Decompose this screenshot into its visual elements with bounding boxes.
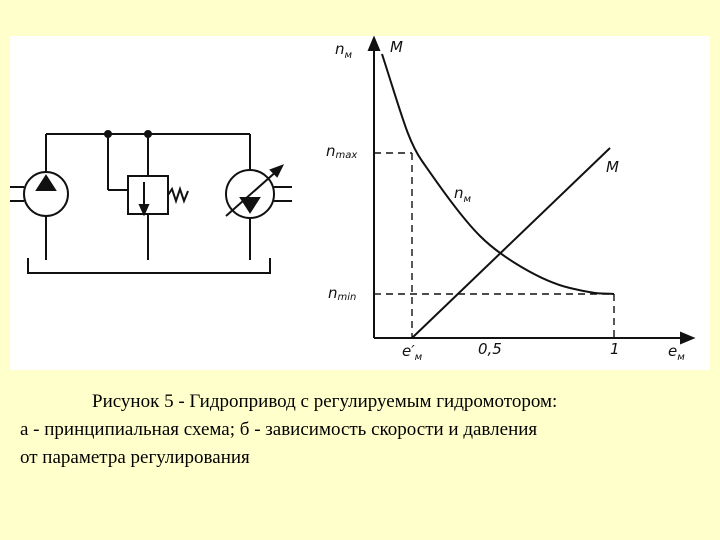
caption-line-3: от параметра регулирования	[20, 447, 250, 468]
n-min-label: nmin	[328, 284, 357, 303]
x-axis-label: $e_м$	[668, 342, 685, 363]
speed-curve-label: $n_м$	[454, 184, 472, 205]
n-max-label: nmax	[326, 142, 358, 161]
y-axis-label-m: M	[390, 38, 403, 56]
y-axis-label-n: $n_м$	[335, 40, 353, 61]
x-axis	[374, 333, 693, 343]
caption-line-2: а - принципиальная схема; б - зависимость скорости и давления	[20, 419, 538, 440]
variable-motor-symbol	[226, 166, 292, 218]
figure-panel	[10, 36, 710, 370]
tick-label-0-5: 0,5	[478, 340, 502, 358]
speed-curve	[382, 54, 614, 294]
characteristic-graph	[369, 38, 693, 343]
hydraulic-schematic	[10, 131, 292, 273]
e-m-prime-label: $e'_м$	[402, 342, 423, 363]
caption-line-1: Рисунок 5 - Гидропривод с регулируемым гидромотором:	[92, 391, 558, 412]
figure-caption	[20, 388, 710, 472]
torque-line-label: M	[606, 158, 619, 176]
reference-dashes	[374, 153, 614, 338]
y-axis	[369, 38, 379, 338]
diagram-svg	[10, 36, 710, 370]
torque-line	[412, 148, 610, 338]
pump-symbol	[10, 172, 68, 216]
tick-label-1: 1	[610, 340, 620, 358]
relief-valve-symbol	[108, 134, 188, 260]
